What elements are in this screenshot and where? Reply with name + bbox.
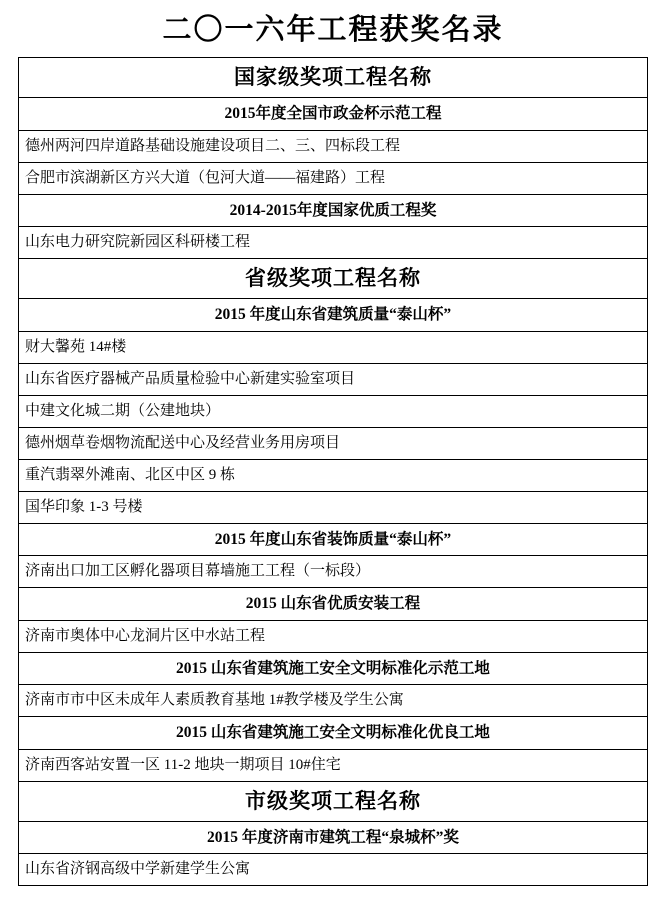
project-name: 济南市奥体中心龙洞片区中水站工程 xyxy=(25,627,266,644)
table-row-award xyxy=(19,717,648,750)
award-heading: 2014-2015年度国家优质工程奖 xyxy=(229,201,437,219)
table-row-item xyxy=(19,363,648,395)
table-cell xyxy=(19,58,648,98)
project-name: 重汽翡翠外滩南、北区中区 9 栋 xyxy=(25,466,236,483)
award-heading: 2015 年度山东省建筑质量“泰山杯” xyxy=(214,306,452,323)
section-heading: 市级奖项工程名称 xyxy=(245,788,421,813)
table-cell xyxy=(19,98,648,131)
award-heading: 2015年度全国市政金杯示范工程 xyxy=(224,105,442,122)
table-row-award xyxy=(19,98,648,131)
table-row-item xyxy=(19,331,648,363)
award-heading: 2015 年度山东省装饰质量“泰山杯” xyxy=(214,530,452,548)
table-row-section xyxy=(19,259,648,299)
table-cell xyxy=(19,749,648,781)
table-row-item xyxy=(19,227,648,259)
table-row-item xyxy=(19,427,648,459)
table-row-award xyxy=(19,821,648,854)
table-cell xyxy=(19,259,648,299)
project-name: 合肥市滨湖新区方兴大道（包河大道——福建路）工程 xyxy=(25,169,386,186)
project-name: 山东省医疗器械产品质量检验中心新建实验室项目 xyxy=(25,370,356,387)
table-cell xyxy=(19,395,648,427)
table-row-item xyxy=(19,130,648,162)
section-heading: 国家级奖项工程名称 xyxy=(234,65,432,89)
table-cell xyxy=(19,588,648,621)
project-name: 中建文化城二期（公建地块） xyxy=(25,402,221,419)
page-title: 二〇一六年工程获奖名录 xyxy=(162,14,504,46)
table-cell xyxy=(19,620,648,652)
table-cell xyxy=(19,491,648,523)
awards-table xyxy=(18,57,648,886)
project-name: 财大馨苑 14#楼 xyxy=(25,338,127,355)
table-row-award xyxy=(19,652,648,685)
table-row-item xyxy=(19,620,648,652)
award-heading: 2015 山东省建筑施工安全文明标准化优良工地 xyxy=(176,724,490,741)
table-cell xyxy=(19,162,648,194)
award-heading: 2015 年度济南市建筑工程“泉城杯”奖 xyxy=(207,828,459,846)
table-cell xyxy=(19,821,648,854)
table-cell xyxy=(19,331,648,363)
table-row-section xyxy=(19,58,648,98)
awards-table-body xyxy=(19,58,648,886)
award-heading: 2015 山东省优质安装工程 xyxy=(245,595,421,612)
table-cell xyxy=(19,227,648,259)
table-row-item xyxy=(19,556,648,588)
table-row-item xyxy=(19,459,648,491)
table-cell xyxy=(19,854,648,886)
table-row-award xyxy=(19,523,648,556)
project-name: 济南西客站安置一区 11-2 地块一期项目 10#住宅 xyxy=(25,756,341,773)
table-cell xyxy=(19,685,648,717)
section-heading: 省级奖项工程名称 xyxy=(245,266,421,290)
project-name: 山东省济钢高级中学新建学生公寓 xyxy=(25,861,251,877)
table-cell xyxy=(19,427,648,459)
project-name: 山东电力研究院新园区科研楼工程 xyxy=(25,234,251,250)
table-row-award xyxy=(19,194,648,227)
table-cell xyxy=(19,781,648,821)
table-row-item xyxy=(19,162,648,194)
table-row-item xyxy=(19,395,648,427)
project-name: 德州烟草卷烟物流配送中心及经营业务用房项目 xyxy=(25,434,341,451)
table-cell xyxy=(19,717,648,750)
table-row-item xyxy=(19,685,648,717)
table-cell xyxy=(19,194,648,227)
table-row-award xyxy=(19,588,648,621)
project-name: 济南市市中区未成年人素质教育基地 1#教学楼及学生公寓 xyxy=(25,692,404,708)
table-row-item xyxy=(19,749,648,781)
table-cell xyxy=(19,130,648,162)
table-cell xyxy=(19,299,648,332)
table-cell xyxy=(19,556,648,588)
table-row-section xyxy=(19,781,648,821)
table-cell xyxy=(19,523,648,556)
table-cell xyxy=(19,459,648,491)
table-cell xyxy=(19,363,648,395)
table-row-award xyxy=(19,299,648,332)
award-heading: 2015 山东省建筑施工安全文明标准化示范工地 xyxy=(176,659,490,677)
table-cell xyxy=(19,652,648,685)
project-name: 济南出口加工区孵化器项目幕墙施工工程（一标段） xyxy=(25,563,371,579)
project-name: 国华印象 1-3 号楼 xyxy=(25,498,143,515)
project-name: 德州两河四岸道路基础设施建设项目二、三、四标段工程 xyxy=(25,137,401,154)
table-row-item xyxy=(19,854,648,886)
table-row-item xyxy=(19,491,648,523)
